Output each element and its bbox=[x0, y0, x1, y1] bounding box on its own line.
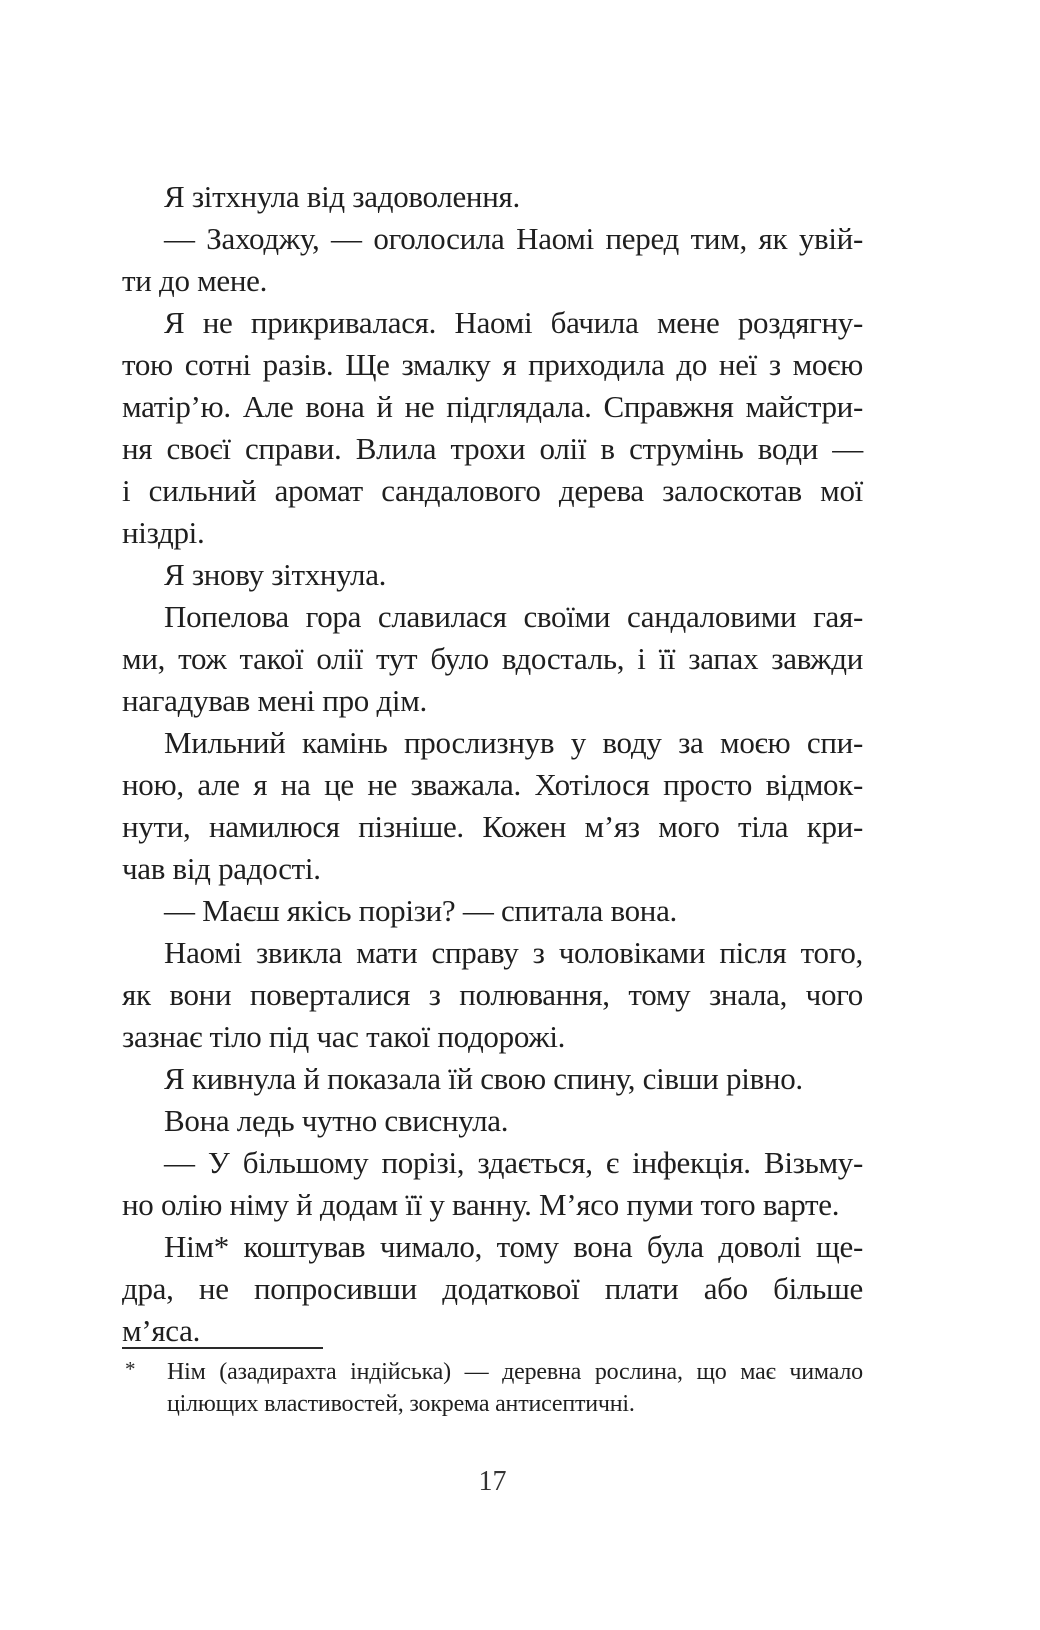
text-line: Вона ледь чутно свиснула. bbox=[164, 1103, 509, 1138]
text-line: нути, намилюся пізніше. Кожен м’яз мого тіла кри- bbox=[122, 809, 863, 844]
text-line: Наомі звикла мати справу з чоловіками після того, bbox=[164, 935, 863, 970]
page-number: 17 bbox=[478, 1466, 507, 1497]
text-line: Нім* коштував чимало, тому вона була доволі ще- bbox=[164, 1229, 863, 1264]
paragraph bbox=[122, 1142, 863, 1226]
text-line: Я кивнула й показала їй свою спину, сівши рівно. bbox=[164, 1061, 803, 1096]
text-line: — Маєш якісь порізи? — спитала вона. bbox=[164, 893, 677, 928]
text-line: ною, але я на це не зважала. Хотілося просто відмок- bbox=[122, 767, 863, 802]
paragraph bbox=[122, 1226, 863, 1352]
text-line: Мильний камінь прослизнув у воду за моєю спи- bbox=[164, 725, 863, 760]
text-line: ти до мене. bbox=[122, 263, 268, 298]
text-line: м’яса. bbox=[122, 1313, 201, 1348]
paragraph bbox=[122, 722, 863, 890]
text-line: — У більшому порізі, здається, є інфекція. Візьму- bbox=[164, 1145, 863, 1180]
text-line: ня своєї справи. Влила трохи олії в струмінь води — bbox=[122, 431, 863, 466]
text-line: Я знову зітхнула. bbox=[164, 557, 387, 592]
text-line: Нім (азадирахта індійська) — деревна рослина, що має чимало bbox=[167, 1359, 863, 1385]
footnote bbox=[122, 1356, 863, 1420]
text-line: зазнає тіло під час такої подорожі. bbox=[122, 1019, 566, 1054]
paragraph bbox=[122, 1100, 863, 1142]
paragraph bbox=[122, 1058, 863, 1100]
paragraph bbox=[122, 890, 863, 932]
paragraph bbox=[122, 176, 863, 218]
text-line: Я не прикривалася. Наомі бачила мене роздягну- bbox=[164, 305, 863, 340]
footnote-divider bbox=[122, 1347, 323, 1349]
text-line: — Заходжу, — оголосила Наомі перед тим, як увій- bbox=[164, 221, 863, 256]
text-line: нагадував мені про дім. bbox=[122, 683, 427, 718]
text-line: ми, тож такої олії тут було вдосталь, і її запах завжди bbox=[122, 641, 863, 676]
text-line: Я зітхнула від задоволення. bbox=[164, 179, 520, 214]
body-text bbox=[122, 176, 863, 1352]
text-line: тою сотні разів. Ще змалку я приходила до неї з моєю bbox=[122, 347, 863, 382]
footnote-text bbox=[122, 1356, 863, 1420]
paragraph bbox=[122, 302, 863, 554]
text-line: ніздрі. bbox=[122, 515, 205, 550]
text-line: Попелова гора славилася своїми сандаловими гая- bbox=[164, 599, 863, 634]
text-line: но олію німу й додам її у ванну. М’ясо пуми того варте. bbox=[122, 1187, 840, 1222]
text-line: як вони поверталися з полювання, тому знала, чого bbox=[122, 977, 863, 1012]
footnote-marker: * bbox=[125, 1357, 136, 1381]
paragraph bbox=[122, 218, 863, 302]
paragraph bbox=[167, 1356, 863, 1420]
text-line: матір’ю. Але вона й не підглядала. Справжня майстри- bbox=[122, 389, 863, 424]
paragraph bbox=[122, 554, 863, 596]
text-line: цілющих властивостей, зокрема антисептичні. bbox=[167, 1391, 635, 1417]
paragraph bbox=[122, 932, 863, 1058]
text-line: чав від радості. bbox=[122, 851, 321, 886]
paragraph bbox=[122, 596, 863, 722]
text-line: дра, не попросивши додаткової плати або більше bbox=[122, 1271, 863, 1306]
text-line: і сильний аромат сандалового дерева залоскотав мої bbox=[122, 473, 863, 508]
